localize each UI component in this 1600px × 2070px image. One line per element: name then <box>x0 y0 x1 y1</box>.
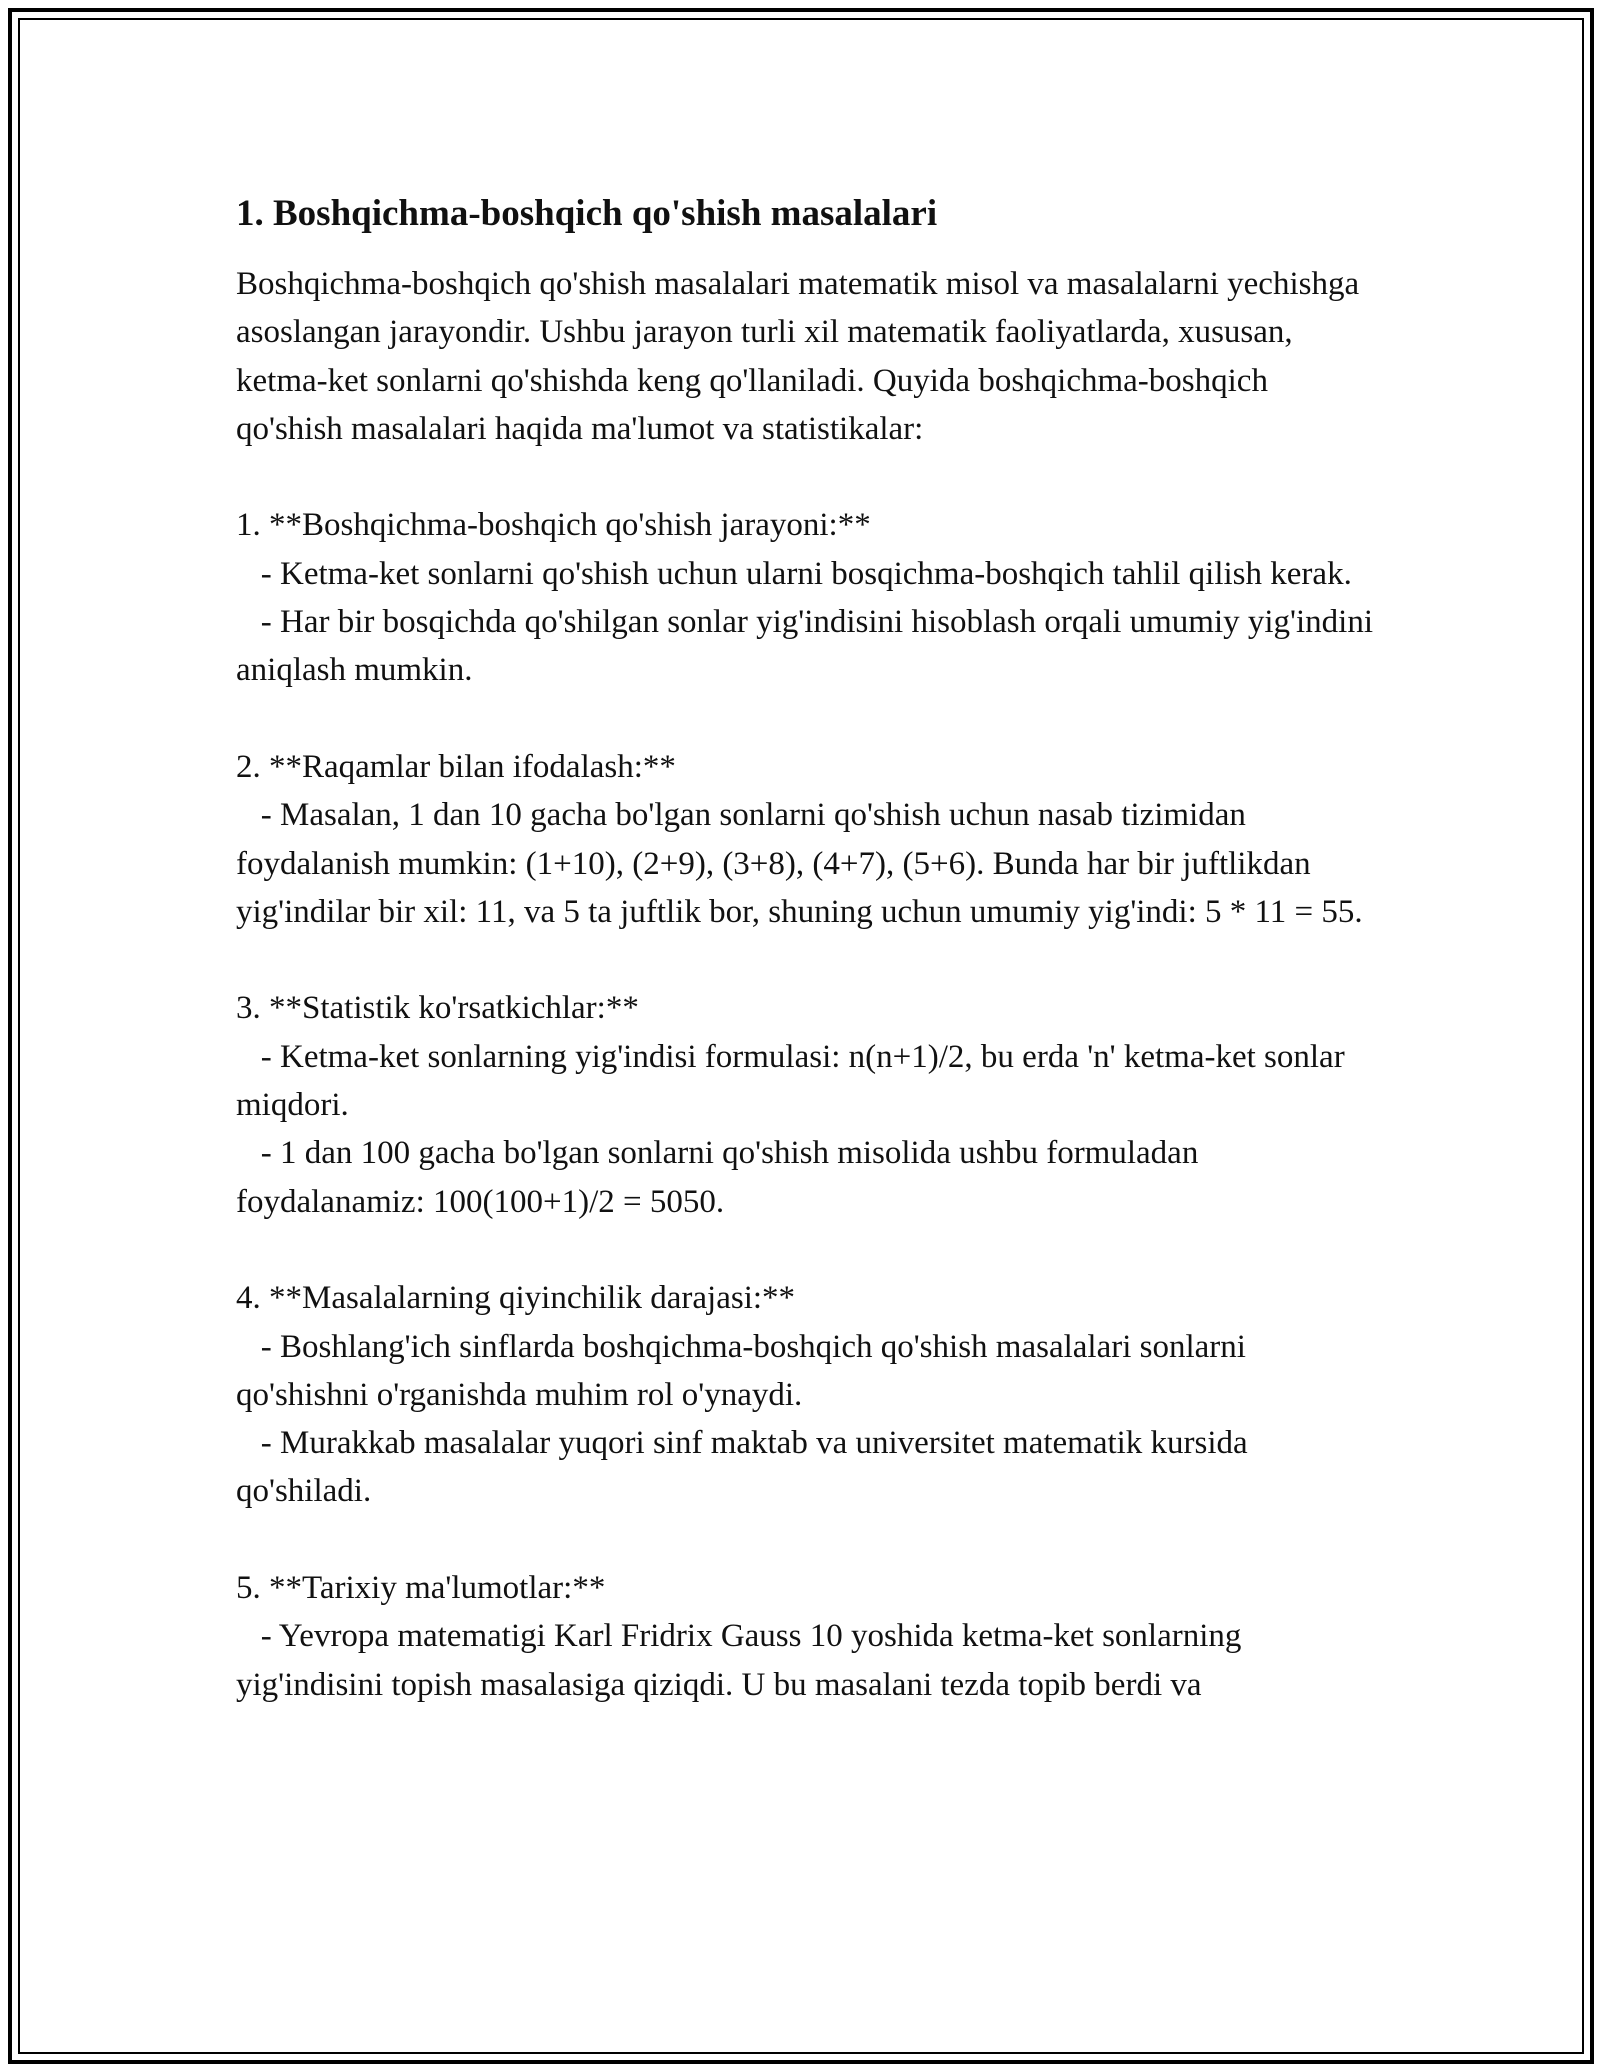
section-difficulty <box>236 1274 1376 1515</box>
document-body <box>236 188 1382 1709</box>
bullet-item: - Yevropa matematigi Karl Fridrix Gauss 10 yoshida ketma-ket sonlarning yig'indisini topish masalasiga qiziqdi. U bu masalani tezda topib berdi va <box>236 1618 1250 1703</box>
bullet-item: - Boshlang'ich sinflarda boshqichma-boshqich qo'shish masalalari sonlarni qo'shishni o'rganishda muhim rol o'ynaydi. <box>236 1328 1255 1413</box>
section-statistics <box>236 984 1376 1225</box>
bullet-item: - Murakkab masalalar yuqori sinf maktab va universitet matematik kursida qo'shiladi. <box>236 1425 1256 1510</box>
bullet-item: - Ketma-ket sonlarni qo'shish uchun ularni bosqichma-boshqich tahlil qilish kerak. <box>236 555 1352 592</box>
section-numbers <box>236 743 1376 936</box>
bullet-item: - Ketma-ket sonlarning yig'indisi formulasi: n(n+1)/2, bu erda 'n' ketma-ket sonlar miqdori. <box>236 1038 1353 1124</box>
bullet-item: - 1 dan 100 gacha bo'lgan sonlarni qo'shish misolida ushbu formuladan foydalanamiz: 100(100+1)/2 = 5050. <box>236 1135 1207 1220</box>
bullet-item: - Masalan, 1 dan 10 gacha bo'lgan sonlarni qo'shish uchun nasab tizimidan foydalanish mumkin: (1+10), (2+9), (3+8), (4+7), (5+6). Bunda har bir juftlikdan yig'indilar bir xil: 11, va 5 ta juftlik bor, shuning uchun umumiy yig'indi: 5 * 11 = 55. <box>236 797 1363 930</box>
bullet-item: - Har bir bosqichda qo'shilgan sonlar yig'indisini hisoblash orqali umumiy yig'indini aniqlash mumkin. <box>236 604 1382 689</box>
section-heading: 3. **Statistik ko'rsatkichlar:** <box>236 990 639 1027</box>
section-heading: 1. **Boshqichma-boshqich qo'shish jarayoni:** <box>236 507 871 544</box>
section-history <box>236 1564 1376 1709</box>
section-heading: 2. **Raqamlar bilan ifodalash:** <box>236 748 676 785</box>
section-process <box>236 501 1382 694</box>
section-heading: 4. **Masalalarning qiyinchilik darajasi:** <box>236 1280 796 1317</box>
document-title: 1. Boshqichma-boshqich qo'shish masalalari <box>236 193 938 234</box>
intro-paragraph: Boshqichma-boshqich qo'shish masalalari matematik misol va masalalarni yechishga asoslangan jarayondir. Ushbu jarayon turli xil matematik faoliyatlarda, xususan, ketma-ket sonlarni qo'shishda keng qo'llaniladi. Quyida boshqichma-boshqich qo'shish masalalari haqida ma'lumot va statistikalar: <box>236 266 1360 447</box>
section-heading: 5. **Tarixiy ma'lumotlar:** <box>236 1570 606 1607</box>
